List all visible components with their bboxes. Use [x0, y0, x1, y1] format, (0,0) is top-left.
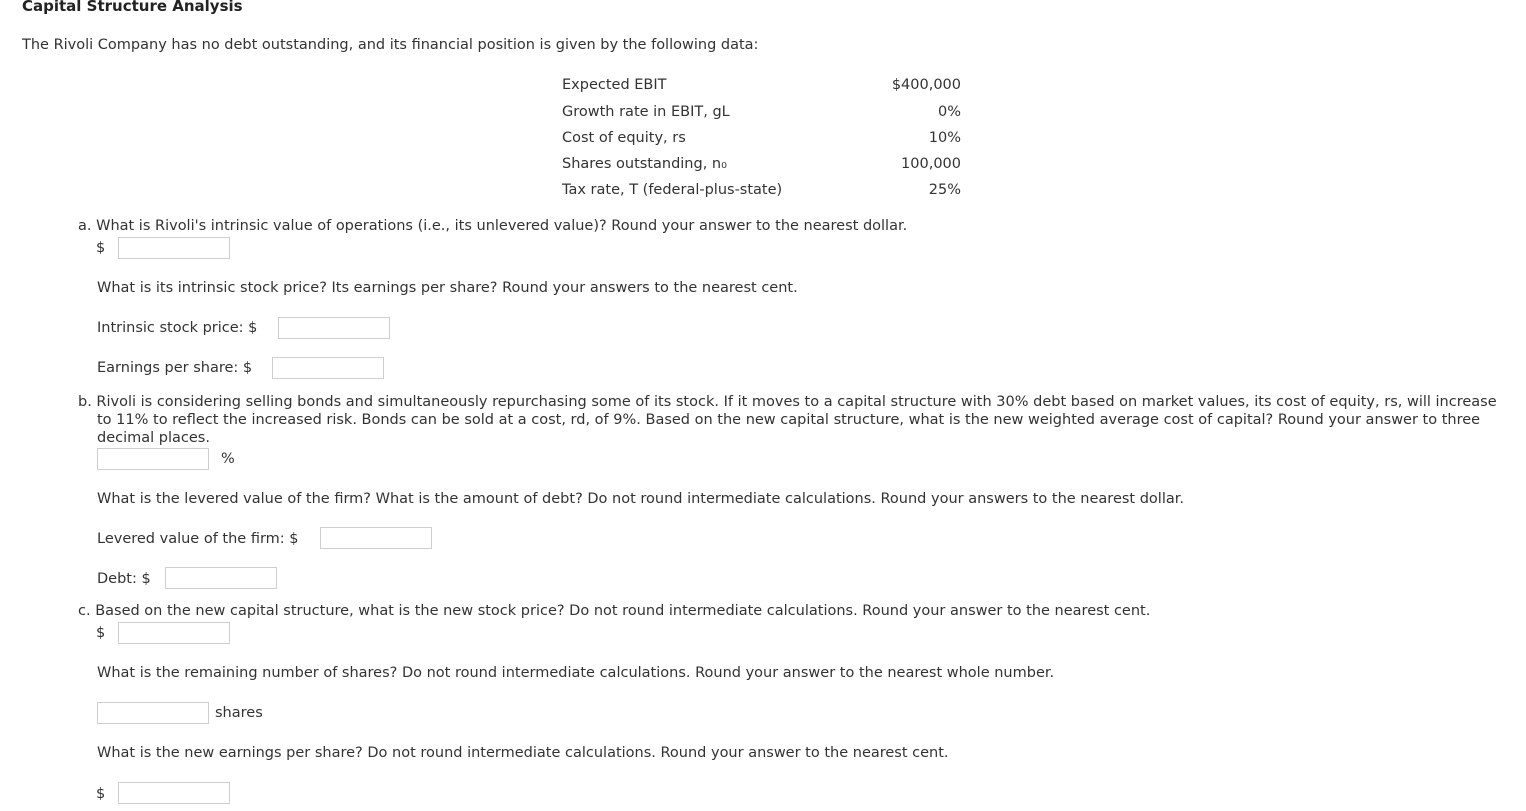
part-a-question: a. What is Rivoli's intrinsic value of operations (i.e., its unlevered value)? Round your answer to the nearest dollar. [78, 218, 908, 234]
row-value-tax: 25% [928, 182, 961, 198]
percent-sign: % [221, 451, 235, 467]
shares-unit-label: shares [215, 705, 263, 721]
intrinsic-price-input[interactable] [278, 317, 390, 339]
intrinsic-price-label: Intrinsic stock price: $ [97, 320, 258, 336]
row-value-shares: 100,000 [901, 156, 961, 172]
unlevered-value-input[interactable] [118, 237, 230, 259]
part-a-question-2: What is its intrinsic stock price? Its earnings per share? Round your answers to the nearest cent. [97, 280, 798, 296]
wacc-input[interactable] [97, 448, 209, 470]
dollar-sign-c: $ [96, 625, 106, 641]
eps-input[interactable] [272, 357, 384, 379]
debt-input[interactable] [165, 567, 277, 589]
row-label-ebit: Expected EBIT [562, 77, 667, 93]
intro-text: The Rivoli Company has no debt outstanding, and its financial position is given by the following data: [22, 37, 759, 53]
row-value-cost-equity: 10% [928, 130, 961, 146]
debt-label: Debt: $ [97, 571, 151, 587]
remaining-shares-input[interactable] [97, 702, 209, 724]
part-b-question-2: What is the levered value of the firm? What is the amount of debt? Do not round intermediate calculations. Round your answers to the nearest dollar. [97, 491, 1184, 507]
dollar-sign-c2: $ [96, 786, 106, 802]
row-label-shares: Shares outstanding, n₀ [562, 156, 727, 172]
levered-value-input[interactable] [320, 527, 432, 549]
part-c-question-3: What is the new earnings per share? Do not round intermediate calculations. Round your answer to the nearest cent. [97, 745, 949, 761]
row-value-ebit: $400,000 [891, 77, 961, 93]
dollar-sign: $ [96, 240, 106, 256]
page-title: Capital Structure Analysis [22, 0, 243, 15]
new-stock-price-input[interactable] [118, 622, 230, 644]
part-b-question: b. Rivoli is considering selling bonds and simultaneously repurchasing some of its stock. If it moves to a capital structure with 30% debt based on market values, its cost of equity, rs, will increase to 11% to reflect the increased risk. Bonds can be sold at a cost, rd, of 9%. Based on the new capital structure, what is the new weighted average cost of capital? Round your answer to three decimal places. [78, 394, 1497, 446]
part-c-question: c. Based on the new capital structure, what is the new stock price? Do not round intermediate calculations. Round your answer to the nearest cent. [78, 603, 1151, 619]
row-label-growth: Growth rate in EBIT, gL [562, 104, 730, 120]
levered-value-label: Levered value of the firm: $ [97, 531, 299, 547]
eps-label: Earnings per share: $ [97, 360, 253, 376]
row-value-growth: 0% [937, 104, 961, 120]
row-label-cost-equity: Cost of equity, rs [562, 130, 686, 146]
part-c-question-2: What is the remaining number of shares? Do not round intermediate calculations. Round your answer to the nearest whole number. [97, 665, 1055, 681]
new-eps-input[interactable] [118, 782, 230, 804]
row-label-tax: Tax rate, T (federal-plus-state) [562, 182, 783, 198]
